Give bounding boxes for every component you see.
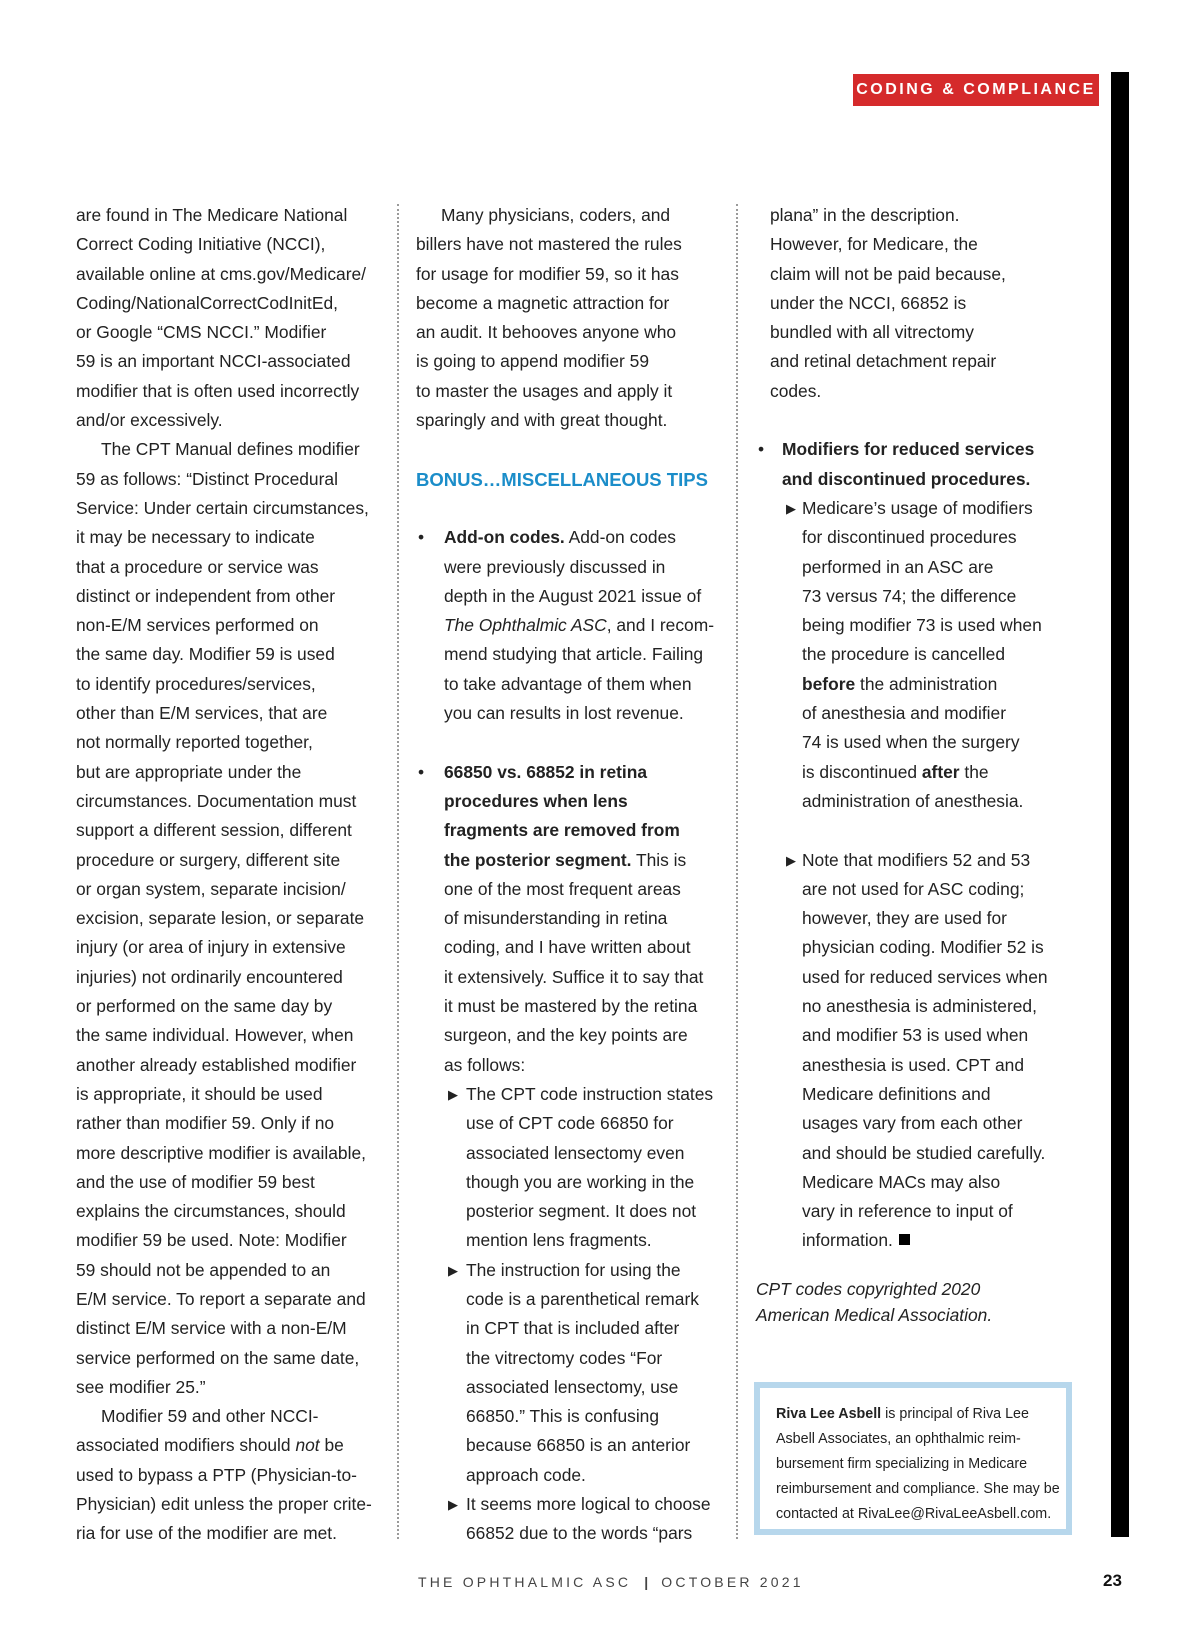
author-bio-box: Riva Lee Asbell is principal of Riva Lee Asbell Associates, an ophthalmic reim- bursement firm specializing in Medicare reimbursement and compliance. She may be contacted at RivaLee@RivaLeeAsbell.com. [754, 1382, 1072, 1535]
triangle-bullet-icon: ▶ [786, 500, 796, 516]
bullet-dot: • [758, 439, 765, 460]
sub-bullet: ▶ Note that modifiers 52 and 53 are not used for ASC coding; however, they are used for physician coding. Modifier 52 is used for reduced services when no anesthesia is administered, and modifier 53 is used when anesthesia is used. CPT and Medicare definitions and usages vary from each other and should be studied carefully. Medicare MACs may also vary in reference to input of information. [782, 846, 1086, 1256]
paragraph: are found in The Medicare National Correct Coding Initiative (NCCI), available online at cms.gov/Medicare/ Coding/NationalCorrectCodInitEd, or Google “CMS NCCI.” Modifier 59 is an important NCCI-associated modifier that is often used incorrectly and/or excessively. [76, 205, 366, 431]
continued-text: plana” in the description. However, for Medicare, the claim will not be paid because, under the NCCI, 66852 is bundled with all vitrectomy and retinal detachment repair codes. [770, 205, 1006, 401]
footer-separator: | [644, 1574, 649, 1590]
column-2 [416, 201, 728, 1549]
copyright-note: CPT codes copyrighted 2020 American Medical Association. [756, 1278, 993, 1325]
triangle-bullet-icon: ▶ [448, 1086, 458, 1102]
end-mark-icon [899, 1234, 910, 1245]
page-number: 23 [1103, 1571, 1122, 1590]
column-1 [76, 201, 388, 1549]
column-divider [397, 204, 399, 1539]
sub-bullet: ▶ The CPT code instruction states use of CPT code 66850 for associated lensectomy even though you are working in the posterior segment. It does not mention lens fragments. [444, 1080, 728, 1256]
bullet-dot: • [418, 527, 425, 548]
sub-bullet: ▶ It seems more logical to choose 66852 due to the words “pars [444, 1490, 728, 1549]
column-divider [736, 204, 738, 1539]
sub-bullet: ▶ Medicare’s usage of modifiers for discontinued procedures performed in an ASC are 73 versus 74; the difference being modifier 73 is used when the procedure is cancelled before the administration of anesthesia and modifier 74 is used when the surgery is discontinued after the administration of anesthesia. [782, 494, 1086, 816]
page-edge-bar [1111, 72, 1129, 1537]
bullet-item: • 66850 vs. 68852 in retina procedures when lens fragments are removed from the posterior segment. This is one of the most frequent areas of misunderstanding in retina coding, and I have written about it extensively. Suffice it to say that it must be mastered by the retina surgeon, and the key points are as follows: ▶ The CPT code instruction states use of CPT code 66850 for associated lensectomy even though you are working in the posterior segment. It does not mention lens fragments. ▶ The instruction for using the code is a parenthetical remark in CPT that is included after the vitrectomy codes “For associated lensectomy, use 66850.” This is confusing because 66850 is an anterior approach code. ▶ It seems more logical to choose 66852 due to the words “pars [416, 758, 728, 1549]
paragraph: Modifier 59 and other NCCI- associated modifiers should not be used to bypass a PTP (Physician-to- Physician) edit unless the proper crite- ria for use of the modifier are met. [76, 1406, 372, 1544]
sub-bullet: ▶ The instruction for using the code is a parenthetical remark in CPT that is included after the vitrectomy codes “For associated lensectomy, use 66850.” This is confusing because 66850 is an anterior approach code. [444, 1256, 728, 1490]
author-name: Riva Lee Asbell [776, 1406, 882, 1422]
footer [418, 1574, 804, 1590]
column-3 [756, 201, 1086, 1328]
paragraph: The CPT Manual defines modifier 59 as follows: “Distinct Procedural Service: Under certain circumstances, it may be necessary to indicate that a procedure or service was distinct or independent from other non-E/M services performed on the same day. Modifier 59 is used to identify procedures/services, other than E/M services, that are not normally reported together, but are appropriate under the circumstances. Documentation must support a different session, different procedure or surgery, different site or organ system, separate incision/ excision, separate lesion, or separate injury (or area of injury in extensive injuries) not ordinarily encountered or performed on the same day by the same individual. However, when another already established modifier is appropriate, it should be used rather than modifier 59. Only if no more descriptive modifier is available, and the use of modifier 59 best explains the circumstances, should modifier 59 be used. Note: Modifier 59 should not be appended to an E/M service. To report a separate and distinct E/M service with a non-E/M service performed on the same date, see modifier 25.” [76, 439, 369, 1397]
paragraph: Many physicians, coders, and billers have not mastered the rules for usage for modifier 59, so it has become a magnetic attraction for an audit. It behooves anyone who is going to append modifier 59 to master the usages and apply it sparingly and with great thought. [416, 205, 682, 431]
bullet-dot: • [418, 761, 425, 782]
section-heading: BONUS…MISCELLANEOUS TIPS [416, 468, 708, 490]
publication-name: THE OPHTHALMIC ASC [418, 1574, 632, 1590]
section-tag: CODING & COMPLIANCE [853, 74, 1099, 106]
triangle-bullet-icon: ▶ [448, 1262, 458, 1278]
issue-date: OCTOBER 2021 [661, 1574, 804, 1590]
bullet-item: • Modifiers for reduced services and discontinued procedures. ▶ Medicare’s usage of modifiers for discontinued procedures performed in an ASC are 73 versus 74; the difference being modifier 73 is used when the procedure is cancelled before the administration of anesthesia and modifier 74 is used when the surgery is discontinued after the administration of anesthesia. ▶ Note that modifiers 52 and 53 are not used for ASC coding; however, they are used for physician coding. Modifier 52 is used for reduced services when no anesthesia is administered, and modifier 53 is used when anesthesia is used. CPT and Medicare definitions and usages vary from each other and should be studied carefully. Medicare MACs may also vary in reference to input of information. [756, 435, 1086, 1255]
triangle-bullet-icon: ▶ [786, 852, 796, 868]
bullet-item: • Add-on codes. Add-on codes were previously discussed in depth in the August 2021 issue of The Ophthalmic ASC, and I recom- mend studying that article. Failing to take advantage of them when you can results in lost revenue. [416, 523, 728, 728]
triangle-bullet-icon: ▶ [448, 1497, 458, 1513]
